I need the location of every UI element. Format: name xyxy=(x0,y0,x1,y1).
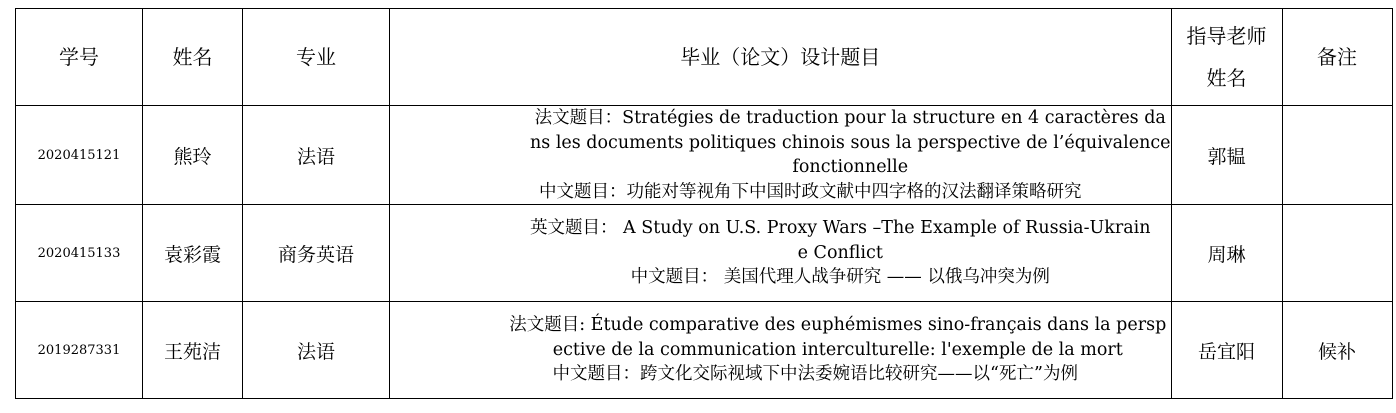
remark-cell xyxy=(1282,205,1392,302)
major-cell: 法语 xyxy=(243,302,390,399)
title-line: fonctionnelle xyxy=(792,157,909,177)
table-row xyxy=(16,302,1393,399)
header-advisor-line1: 指导老师 xyxy=(1186,24,1267,48)
remark-cell: 候补 xyxy=(1282,302,1392,399)
thesis-title-cell xyxy=(390,106,1172,205)
title-line: ns les documents politiques chinois sous la perspective de l’équivalence xyxy=(530,132,1171,153)
header-advisor-line2: 姓名 xyxy=(1206,66,1247,90)
student-id-cell: 2020415121 xyxy=(16,106,143,205)
header-title: 毕业（论文）设计题目 xyxy=(390,9,1172,106)
thesis-title-cell xyxy=(390,302,1172,399)
title-line: 法文题目：Stratégies de traduction pour la structure en 4 caractères da xyxy=(534,108,1166,128)
title-line: e Conflict xyxy=(797,242,883,263)
student-name-cell: 袁彩霞 xyxy=(143,205,243,302)
remark-cell xyxy=(1282,106,1392,205)
student-id-cell: 2019287331 xyxy=(16,302,143,399)
header-row xyxy=(16,9,1393,106)
title-line: 中文题目： 美国代理人战争研究 —— 以俄乌冲突为例 xyxy=(630,267,1050,288)
advisor-cell: 周琳 xyxy=(1171,205,1282,302)
title-line: 英文题目： A Study on U.S. Proxy Wars –The Example of Russia-Ukrain xyxy=(529,218,1151,239)
advisor-cell: 岳宜阳 xyxy=(1171,302,1282,399)
header-advisor xyxy=(1171,9,1282,106)
header-student-id: 学号 xyxy=(16,9,143,106)
student-name-cell: 王苑洁 xyxy=(143,302,243,399)
title-line: 中文题目：跨文化交际视域下中法委婉语比较研究——以“死亡”为例 xyxy=(552,364,1078,385)
table-row xyxy=(16,106,1393,205)
table-row xyxy=(16,205,1393,302)
header-major: 专业 xyxy=(243,9,390,106)
header-name: 姓名 xyxy=(143,9,243,106)
student-id-cell: 2020415133 xyxy=(16,205,143,302)
thesis-topics-table xyxy=(15,8,1393,399)
advisor-cell: 郭韫 xyxy=(1171,106,1282,205)
title-line: ective de la communication interculturelle: l'exemple de la mort xyxy=(552,339,1123,360)
thesis-title-cell xyxy=(390,205,1172,302)
title-line: 法文题目: Étude comparative des euphémismes sino-français dans la persp xyxy=(509,315,1167,336)
major-cell: 法语 xyxy=(243,106,390,205)
title-line: 中文题目：功能对等视角下中国时政文献中四字格的汉法翻译策略研究 xyxy=(539,181,1082,202)
header-remark: 备注 xyxy=(1282,9,1392,106)
major-cell: 商务英语 xyxy=(243,205,390,302)
student-name-cell: 熊玲 xyxy=(143,106,243,205)
